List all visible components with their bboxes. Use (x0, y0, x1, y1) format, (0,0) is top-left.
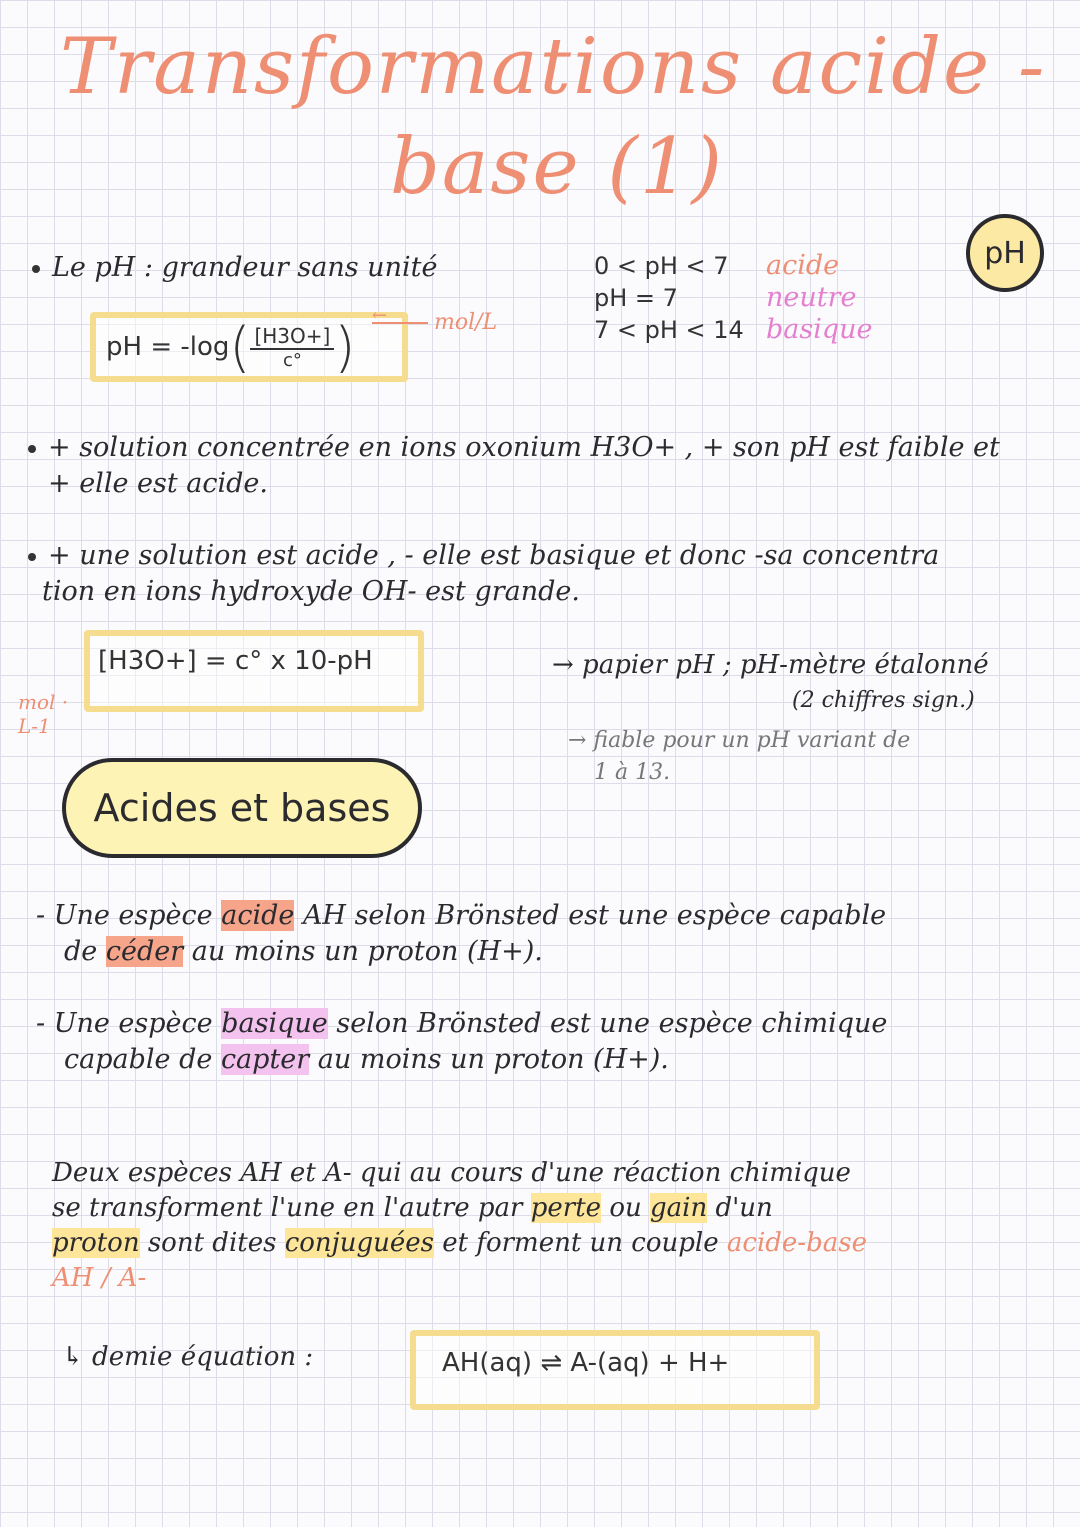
page-title-line2: base (1) (390, 122, 724, 212)
bullet-dot (28, 445, 36, 453)
close-paren: ) (334, 315, 356, 379)
ph-scale-label-neutre: neutre (766, 281, 857, 313)
section-title: Acides et bases (93, 786, 391, 830)
conjugate-text: ou (609, 1193, 642, 1224)
base-def-text: au moins un proton (H+). (317, 1044, 669, 1076)
base-def-text: Une espèce (53, 1008, 213, 1039)
page-title-line1: Transformations acide - (60, 22, 1047, 112)
acid-base-couple: AH / A- (52, 1263, 147, 1294)
half-equation-label: ↳ demie équation : (62, 1342, 314, 1372)
conjugate-text: et forment un couple (442, 1228, 719, 1259)
acid-keyword-ceder: céder (105, 936, 184, 968)
oxonium-note-line2: + elle est acide. (48, 468, 268, 500)
ph-badge-text: pH (984, 235, 1026, 271)
base-def-text: selon Brönsted est une espèce chimique (336, 1008, 888, 1039)
acid-keyword: acide (221, 900, 295, 931)
keyword-conjuguees: conjuguées (284, 1228, 434, 1259)
ph-scale-row (594, 314, 873, 346)
ph-scale-label-acide: acide (766, 249, 840, 281)
base-keyword-capter: capter (220, 1044, 310, 1076)
ph-formula-fraction (250, 324, 334, 371)
base-keyword: basique (221, 1008, 328, 1039)
half-equation-box (410, 1330, 820, 1410)
measure-precision: (2 chiffres sign.) (792, 688, 975, 713)
section-title-bubble (62, 758, 422, 858)
measure-range-line1: → fiable pour un pH variant de (568, 728, 911, 753)
keyword-proton: proton (52, 1228, 140, 1259)
ph-formula-box (90, 312, 408, 382)
conjugate-text: Deux espèces AH et A- qui au cours d'une réaction chimique (52, 1158, 851, 1188)
ph-formula-denominator: c° (282, 349, 302, 371)
hydroxide-note (28, 538, 1068, 611)
half-equation: AH(aq) ⇌ A-(aq) + H+ (442, 1348, 730, 1378)
conjugate-text: sont dites (147, 1228, 277, 1259)
concentration-formula-box (84, 630, 424, 712)
ph-formula-numerator: [H3O+] (250, 324, 334, 350)
acid-def-text: de (64, 936, 98, 968)
ph-definition (32, 250, 437, 286)
oxonium-note (28, 430, 1058, 503)
bullet-dot (32, 265, 40, 273)
concentration-formula: [H3O+] = c° x 10-pH (98, 646, 373, 676)
bullet-dot (28, 553, 36, 561)
unit-note: mol/L (434, 310, 498, 335)
base-definition: - Une espèce basique selon Brönsted est une espèce chimique capable de capter au moins un proton (H+). (36, 1008, 888, 1076)
acid-def-text: Une espèce (53, 900, 213, 931)
ph-scale-label-basique: basique (766, 313, 873, 345)
acid-definition: - Une espèce acide AH selon Brönsted est une espèce capable de céder au moins un proton (H+). (36, 900, 887, 968)
ph-definition-text: Le pH : grandeur sans unité (52, 252, 438, 283)
keyword-gain: gain (649, 1193, 708, 1224)
measure-tools: → papier pH ; pH-mètre étalonné (552, 650, 989, 680)
keyword-acide-base: acide-base (726, 1228, 867, 1259)
base-def-text: capable de (64, 1044, 213, 1076)
hydroxide-note-line1: + une solution est acide , - elle est basique et donc -sa concentra (48, 540, 940, 571)
ph-scale-range: pH = 7 (594, 284, 678, 312)
hydroxide-note-line2: tion en ions hydroxyde OH- est grande. (42, 576, 580, 608)
open-paren: ( (229, 315, 251, 379)
ph-scale-range: 0 < pH < 7 (594, 252, 729, 280)
ph-scale-range: 7 < pH < 14 (594, 316, 744, 344)
acid-def-text: au moins un proton (H+). (191, 936, 543, 968)
arrow-head-icon: ← (372, 305, 388, 326)
concentration-unit: mol · L-1 (18, 690, 69, 738)
ph-formula-lhs: pH = -log (106, 332, 230, 362)
measure-range-line2: 1 à 13. (594, 760, 671, 785)
ph-badge (966, 214, 1044, 292)
keyword-perte: perte (530, 1193, 602, 1224)
conjugate-text: se transforment l'une en l'autre par (52, 1193, 523, 1224)
ph-scale-row (594, 282, 873, 314)
acid-def-text: AH selon Brönsted est une espèce capable (302, 900, 887, 931)
conjugate-text: d'un (715, 1193, 773, 1224)
ph-scale (594, 250, 873, 346)
ph-scale-row (594, 250, 873, 282)
oxonium-note-line1: + solution concentrée en ions oxonium H3O+ , + son pH est faible et (48, 432, 1000, 463)
conjugate-definition (52, 1156, 1067, 1296)
